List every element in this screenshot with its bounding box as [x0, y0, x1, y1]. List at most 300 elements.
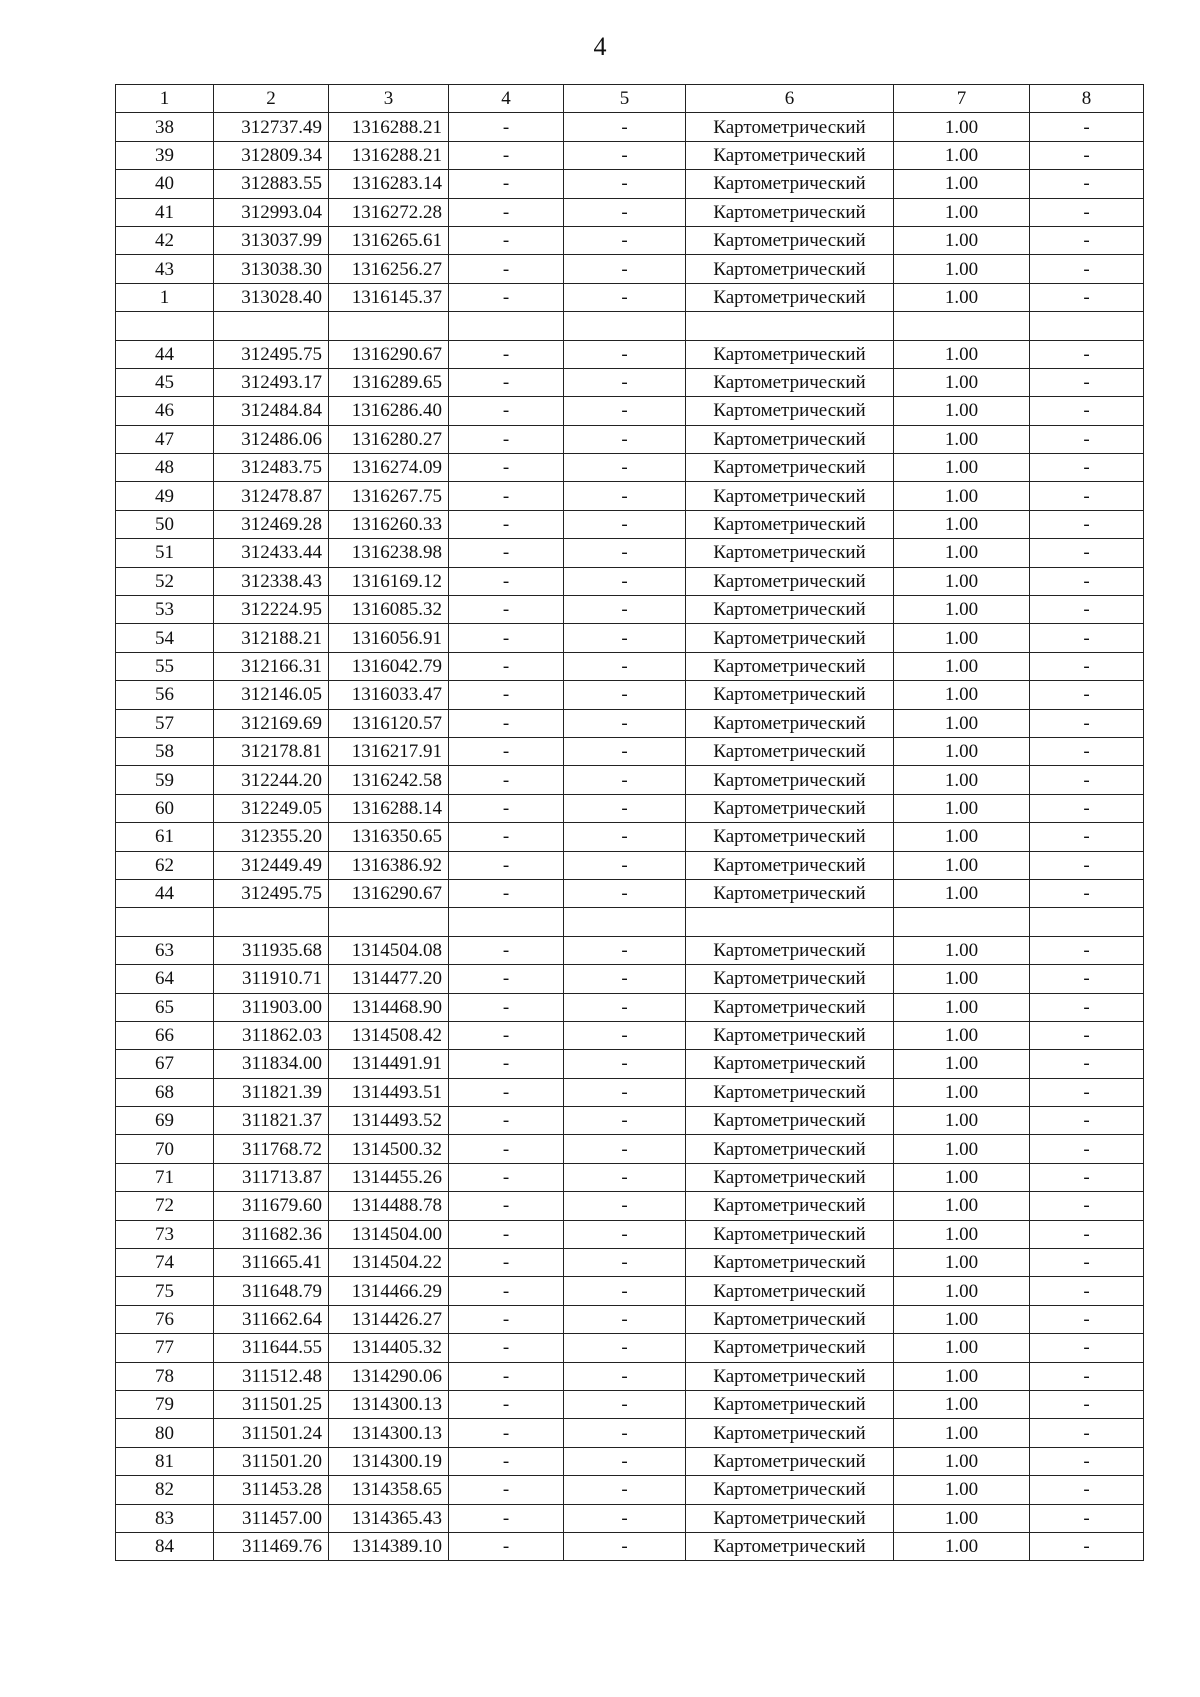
- col4-cell: -: [449, 936, 564, 964]
- y-coordinate-cell: 1316286.40: [329, 397, 449, 425]
- x-coordinate-cell: 312449.49: [214, 851, 329, 879]
- col8-cell: -: [1030, 1021, 1144, 1049]
- col5-cell: -: [564, 1220, 686, 1248]
- accuracy-cell: 1.00: [894, 993, 1030, 1021]
- point-number-cell: 53: [116, 596, 214, 624]
- table-row: [116, 737, 1144, 765]
- table-row: [116, 993, 1144, 1021]
- table-row: [116, 1362, 1144, 1390]
- col5-cell: -: [564, 1532, 686, 1560]
- x-coordinate-cell: 312483.75: [214, 454, 329, 482]
- col4-cell: -: [449, 965, 564, 993]
- accuracy-cell: 1.00: [894, 596, 1030, 624]
- col5-cell: -: [564, 993, 686, 1021]
- accuracy-cell: 1.00: [894, 936, 1030, 964]
- col4-cell: -: [449, 1050, 564, 1078]
- point-number-cell: 82: [116, 1476, 214, 1504]
- col8-cell: -: [1030, 652, 1144, 680]
- method-cell: Картометрический: [686, 1050, 894, 1078]
- col5-cell: -: [564, 1305, 686, 1333]
- col5-cell: -: [564, 1163, 686, 1191]
- x-coordinate-cell: 313038.30: [214, 255, 329, 283]
- col8-cell: -: [1030, 1305, 1144, 1333]
- table-row: [116, 794, 1144, 822]
- col5-cell: -: [564, 368, 686, 396]
- accuracy-cell: 1.00: [894, 1107, 1030, 1135]
- col5-cell: -: [564, 170, 686, 198]
- col8-cell: -: [1030, 1050, 1144, 1078]
- point-number-cell: 43: [116, 255, 214, 283]
- accuracy-cell: 1.00: [894, 255, 1030, 283]
- col5-cell: -: [564, 1334, 686, 1362]
- col5-cell: -: [564, 198, 686, 226]
- y-coordinate-cell: 1316386.92: [329, 851, 449, 879]
- col4-cell: -: [449, 652, 564, 680]
- table-body: [116, 113, 1144, 1561]
- col5-cell: -: [564, 737, 686, 765]
- col8-cell: -: [1030, 851, 1144, 879]
- col5-cell: -: [564, 340, 686, 368]
- accuracy-cell: 1.00: [894, 1277, 1030, 1305]
- col4-cell: -: [449, 1078, 564, 1106]
- col5-cell: -: [564, 1135, 686, 1163]
- accuracy-cell: 1.00: [894, 510, 1030, 538]
- col8-cell: -: [1030, 454, 1144, 482]
- y-coordinate-cell: 1316350.65: [329, 823, 449, 851]
- accuracy-cell: 1.00: [894, 567, 1030, 595]
- accuracy-cell: 1.00: [894, 624, 1030, 652]
- table-row: [116, 1220, 1144, 1248]
- col4-cell: -: [449, 141, 564, 169]
- table-row: [116, 652, 1144, 680]
- col4-cell: -: [449, 539, 564, 567]
- y-coordinate-cell: 1316169.12: [329, 567, 449, 595]
- table-row: [116, 879, 1144, 907]
- col5-cell: -: [564, 1107, 686, 1135]
- accuracy-cell: 1.00: [894, 1220, 1030, 1248]
- y-coordinate-cell: 1316272.28: [329, 198, 449, 226]
- point-number-cell: 41: [116, 198, 214, 226]
- col8-cell: [1030, 312, 1144, 340]
- col5-cell: -: [564, 1390, 686, 1418]
- x-coordinate-cell: 312188.21: [214, 624, 329, 652]
- point-number-cell: 61: [116, 823, 214, 851]
- y-coordinate-cell: 1314455.26: [329, 1163, 449, 1191]
- x-coordinate-cell: 311679.60: [214, 1192, 329, 1220]
- col4-cell: -: [449, 510, 564, 538]
- method-cell: Картометрический: [686, 766, 894, 794]
- table-row: [116, 766, 1144, 794]
- method-cell: Картометрический: [686, 1249, 894, 1277]
- col4-cell: -: [449, 368, 564, 396]
- col8-cell: -: [1030, 681, 1144, 709]
- y-coordinate-cell: [329, 312, 449, 340]
- x-coordinate-cell: 311644.55: [214, 1334, 329, 1362]
- accuracy-cell: 1.00: [894, 198, 1030, 226]
- point-number-cell: 69: [116, 1107, 214, 1135]
- x-coordinate-cell: 311821.39: [214, 1078, 329, 1106]
- method-cell: Картометрический: [686, 936, 894, 964]
- table-row: [116, 425, 1144, 453]
- table-row: [116, 482, 1144, 510]
- y-coordinate-cell: 1314426.27: [329, 1305, 449, 1333]
- x-coordinate-cell: 312993.04: [214, 198, 329, 226]
- y-coordinate-cell: 1314466.29: [329, 1277, 449, 1305]
- col5-cell: -: [564, 596, 686, 624]
- table-row: [116, 1163, 1144, 1191]
- accuracy-cell: 1.00: [894, 737, 1030, 765]
- x-coordinate-cell: 312493.17: [214, 368, 329, 396]
- col4-cell: -: [449, 624, 564, 652]
- method-cell: Картометрический: [686, 794, 894, 822]
- accuracy-cell: 1.00: [894, 1305, 1030, 1333]
- header-cell: 8: [1030, 85, 1144, 113]
- col8-cell: -: [1030, 170, 1144, 198]
- point-number-cell: 51: [116, 539, 214, 567]
- accuracy-cell: 1.00: [894, 1390, 1030, 1418]
- col4-cell: -: [449, 1362, 564, 1390]
- point-number-cell: 47: [116, 425, 214, 453]
- method-cell: Картометрический: [686, 1504, 894, 1532]
- point-number-cell: 55: [116, 652, 214, 680]
- y-coordinate-cell: 1316290.67: [329, 340, 449, 368]
- point-number-cell: 70: [116, 1135, 214, 1163]
- y-coordinate-cell: 1316290.67: [329, 879, 449, 907]
- accuracy-cell: 1.00: [894, 1532, 1030, 1560]
- x-coordinate-cell: 312469.28: [214, 510, 329, 538]
- y-coordinate-cell: 1316256.27: [329, 255, 449, 283]
- x-coordinate-cell: 311512.48: [214, 1362, 329, 1390]
- col5-cell: -: [564, 283, 686, 311]
- x-coordinate-cell: 311935.68: [214, 936, 329, 964]
- accuracy-cell: 1.00: [894, 1163, 1030, 1191]
- y-coordinate-cell: 1316260.33: [329, 510, 449, 538]
- col8-cell: -: [1030, 340, 1144, 368]
- col4-cell: -: [449, 340, 564, 368]
- col8-cell: -: [1030, 737, 1144, 765]
- col5-cell: [564, 908, 686, 936]
- accuracy-cell: 1.00: [894, 368, 1030, 396]
- table-row: [116, 851, 1144, 879]
- point-number-cell: 44: [116, 879, 214, 907]
- point-number-cell: 79: [116, 1390, 214, 1418]
- method-cell: Картометрический: [686, 397, 894, 425]
- x-coordinate-cell: 311910.71: [214, 965, 329, 993]
- y-coordinate-cell: 1316242.58: [329, 766, 449, 794]
- point-number-cell: 59: [116, 766, 214, 794]
- col5-cell: -: [564, 1050, 686, 1078]
- col4-cell: -: [449, 113, 564, 141]
- coordinates-table: [115, 84, 1144, 1561]
- x-coordinate-cell: 312355.20: [214, 823, 329, 851]
- col4-cell: -: [449, 567, 564, 595]
- method-cell: Картометрический: [686, 1220, 894, 1248]
- point-number-cell: 52: [116, 567, 214, 595]
- table-row: [116, 283, 1144, 311]
- col5-cell: -: [564, 1504, 686, 1532]
- col8-cell: -: [1030, 823, 1144, 851]
- table-row: [116, 141, 1144, 169]
- point-number-cell: 60: [116, 794, 214, 822]
- table-row: [116, 1078, 1144, 1106]
- table-row: [116, 539, 1144, 567]
- col4-cell: -: [449, 737, 564, 765]
- accuracy-cell: 1.00: [894, 965, 1030, 993]
- accuracy-cell: 1.00: [894, 340, 1030, 368]
- table-row: [116, 312, 1144, 340]
- y-coordinate-cell: [329, 908, 449, 936]
- accuracy-cell: 1.00: [894, 1447, 1030, 1475]
- method-cell: Картометрический: [686, 879, 894, 907]
- point-number-cell: 81: [116, 1447, 214, 1475]
- table-row: [116, 1504, 1144, 1532]
- y-coordinate-cell: 1314488.78: [329, 1192, 449, 1220]
- y-coordinate-cell: 1314389.10: [329, 1532, 449, 1560]
- col4-cell: -: [449, 1334, 564, 1362]
- y-coordinate-cell: 1314300.13: [329, 1390, 449, 1418]
- accuracy-cell: 1.00: [894, 1362, 1030, 1390]
- col8-cell: -: [1030, 1447, 1144, 1475]
- x-coordinate-cell: 313028.40: [214, 283, 329, 311]
- table-row: [116, 1249, 1144, 1277]
- x-coordinate-cell: 312178.81: [214, 737, 329, 765]
- point-number-cell: [116, 312, 214, 340]
- method-cell: Картометрический: [686, 737, 894, 765]
- col8-cell: -: [1030, 255, 1144, 283]
- col4-cell: [449, 908, 564, 936]
- col8-cell: -: [1030, 1078, 1144, 1106]
- accuracy-cell: 1.00: [894, 1504, 1030, 1532]
- x-coordinate-cell: 312338.43: [214, 567, 329, 595]
- col8-cell: -: [1030, 1163, 1144, 1191]
- table-row: [116, 1135, 1144, 1163]
- y-coordinate-cell: 1316274.09: [329, 454, 449, 482]
- accuracy-cell: 1.00: [894, 482, 1030, 510]
- col8-cell: -: [1030, 1220, 1144, 1248]
- col5-cell: -: [564, 1021, 686, 1049]
- col8-cell: -: [1030, 993, 1144, 1021]
- accuracy-cell: 1.00: [894, 709, 1030, 737]
- col8-cell: -: [1030, 936, 1144, 964]
- y-coordinate-cell: 1314300.19: [329, 1447, 449, 1475]
- accuracy-cell: 1.00: [894, 1050, 1030, 1078]
- col4-cell: -: [449, 596, 564, 624]
- col4-cell: -: [449, 1419, 564, 1447]
- col8-cell: -: [1030, 1504, 1144, 1532]
- point-number-cell: 42: [116, 226, 214, 254]
- y-coordinate-cell: 1316280.27: [329, 425, 449, 453]
- accuracy-cell: 1.00: [894, 1476, 1030, 1504]
- point-number-cell: 71: [116, 1163, 214, 1191]
- method-cell: Картометрический: [686, 1447, 894, 1475]
- x-coordinate-cell: 311768.72: [214, 1135, 329, 1163]
- col5-cell: -: [564, 965, 686, 993]
- col8-cell: -: [1030, 425, 1144, 453]
- point-number-cell: 54: [116, 624, 214, 652]
- header-cell: 5: [564, 85, 686, 113]
- x-coordinate-cell: 311648.79: [214, 1277, 329, 1305]
- x-coordinate-cell: 311501.20: [214, 1447, 329, 1475]
- method-cell: Картометрический: [686, 993, 894, 1021]
- accuracy-cell: 1.00: [894, 425, 1030, 453]
- table-row: [116, 936, 1144, 964]
- col4-cell: -: [449, 1390, 564, 1418]
- table-row: [116, 567, 1144, 595]
- col8-cell: -: [1030, 1362, 1144, 1390]
- method-cell: Картометрический: [686, 965, 894, 993]
- col8-cell: -: [1030, 1419, 1144, 1447]
- method-cell: Картометрический: [686, 510, 894, 538]
- col8-cell: -: [1030, 766, 1144, 794]
- col8-cell: -: [1030, 794, 1144, 822]
- table-row: [116, 823, 1144, 851]
- col8-cell: -: [1030, 879, 1144, 907]
- accuracy-cell: 1.00: [894, 1135, 1030, 1163]
- table-row: [116, 170, 1144, 198]
- col8-cell: -: [1030, 226, 1144, 254]
- method-cell: Картометрический: [686, 113, 894, 141]
- accuracy-cell: 1.00: [894, 1192, 1030, 1220]
- y-coordinate-cell: 1314504.22: [329, 1249, 449, 1277]
- x-coordinate-cell: 312883.55: [214, 170, 329, 198]
- y-coordinate-cell: 1314468.90: [329, 993, 449, 1021]
- y-coordinate-cell: 1316145.37: [329, 283, 449, 311]
- point-number-cell: 65: [116, 993, 214, 1021]
- table-row: [116, 255, 1144, 283]
- y-coordinate-cell: 1316267.75: [329, 482, 449, 510]
- method-cell: Картометрический: [686, 567, 894, 595]
- y-coordinate-cell: 1314405.32: [329, 1334, 449, 1362]
- col4-cell: -: [449, 1163, 564, 1191]
- method-cell: Картометрический: [686, 141, 894, 169]
- col8-cell: -: [1030, 482, 1144, 510]
- accuracy-cell: 1.00: [894, 681, 1030, 709]
- x-coordinate-cell: 312244.20: [214, 766, 329, 794]
- col5-cell: -: [564, 794, 686, 822]
- table-row: [116, 198, 1144, 226]
- method-cell: Картометрический: [686, 1277, 894, 1305]
- method-cell: Картометрический: [686, 255, 894, 283]
- method-cell: Картометрический: [686, 624, 894, 652]
- col5-cell: -: [564, 141, 686, 169]
- col5-cell: -: [564, 823, 686, 851]
- x-coordinate-cell: 311501.24: [214, 1419, 329, 1447]
- y-coordinate-cell: 1314290.06: [329, 1362, 449, 1390]
- accuracy-cell: 1.00: [894, 794, 1030, 822]
- x-coordinate-cell: 312249.05: [214, 794, 329, 822]
- method-cell: Картометрический: [686, 425, 894, 453]
- x-coordinate-cell: 312169.69: [214, 709, 329, 737]
- col8-cell: -: [1030, 397, 1144, 425]
- col5-cell: -: [564, 1419, 686, 1447]
- method-cell: Картометрический: [686, 1334, 894, 1362]
- y-coordinate-cell: 1314493.52: [329, 1107, 449, 1135]
- col5-cell: -: [564, 766, 686, 794]
- y-coordinate-cell: 1316288.14: [329, 794, 449, 822]
- col5-cell: -: [564, 1362, 686, 1390]
- y-coordinate-cell: 1316033.47: [329, 681, 449, 709]
- col5-cell: -: [564, 1078, 686, 1106]
- point-number-cell: 83: [116, 1504, 214, 1532]
- point-number-cell: 49: [116, 482, 214, 510]
- x-coordinate-cell: 312495.75: [214, 340, 329, 368]
- col4-cell: -: [449, 255, 564, 283]
- col8-cell: -: [1030, 539, 1144, 567]
- point-number-cell: 76: [116, 1305, 214, 1333]
- table-row: [116, 113, 1144, 141]
- point-number-cell: 68: [116, 1078, 214, 1106]
- col4-cell: -: [449, 1277, 564, 1305]
- table-row: [116, 368, 1144, 396]
- point-number-cell: 75: [116, 1277, 214, 1305]
- method-cell: Картометрический: [686, 1135, 894, 1163]
- method-cell: [686, 908, 894, 936]
- accuracy-cell: 1.00: [894, 1334, 1030, 1362]
- x-coordinate-cell: 312166.31: [214, 652, 329, 680]
- header-cell: 6: [686, 85, 894, 113]
- point-number-cell: 44: [116, 340, 214, 368]
- col8-cell: -: [1030, 1277, 1144, 1305]
- point-number-cell: 58: [116, 737, 214, 765]
- col5-cell: -: [564, 510, 686, 538]
- col8-cell: -: [1030, 1476, 1144, 1504]
- y-coordinate-cell: 1314491.91: [329, 1050, 449, 1078]
- accuracy-cell: 1.00: [894, 141, 1030, 169]
- x-coordinate-cell: [214, 312, 329, 340]
- col4-cell: -: [449, 226, 564, 254]
- col8-cell: -: [1030, 1390, 1144, 1418]
- x-coordinate-cell: 313037.99: [214, 226, 329, 254]
- col4-cell: -: [449, 1249, 564, 1277]
- method-cell: Картометрический: [686, 823, 894, 851]
- col5-cell: -: [564, 1447, 686, 1475]
- y-coordinate-cell: 1314508.42: [329, 1021, 449, 1049]
- y-coordinate-cell: 1314300.13: [329, 1419, 449, 1447]
- point-number-cell: 1: [116, 283, 214, 311]
- col8-cell: [1030, 908, 1144, 936]
- x-coordinate-cell: 311682.36: [214, 1220, 329, 1248]
- col5-cell: -: [564, 936, 686, 964]
- col5-cell: -: [564, 113, 686, 141]
- table-row: [116, 1021, 1144, 1049]
- table-row: [116, 510, 1144, 538]
- col8-cell: -: [1030, 141, 1144, 169]
- col4-cell: -: [449, 823, 564, 851]
- point-number-cell: 50: [116, 510, 214, 538]
- accuracy-cell: 1.00: [894, 879, 1030, 907]
- method-cell: Картометрический: [686, 340, 894, 368]
- col5-cell: -: [564, 454, 686, 482]
- point-number-cell: 74: [116, 1249, 214, 1277]
- accuracy-cell: 1.00: [894, 170, 1030, 198]
- col8-cell: -: [1030, 567, 1144, 595]
- table-row: [116, 454, 1144, 482]
- x-coordinate-cell: 312478.87: [214, 482, 329, 510]
- x-coordinate-cell: 311469.76: [214, 1532, 329, 1560]
- col4-cell: -: [449, 198, 564, 226]
- col8-cell: -: [1030, 1532, 1144, 1560]
- table-row: [116, 965, 1144, 993]
- point-number-cell: 46: [116, 397, 214, 425]
- col4-cell: [449, 312, 564, 340]
- accuracy-cell: 1.00: [894, 539, 1030, 567]
- y-coordinate-cell: 1316288.21: [329, 113, 449, 141]
- col4-cell: -: [449, 993, 564, 1021]
- col4-cell: -: [449, 794, 564, 822]
- method-cell: Картометрический: [686, 1192, 894, 1220]
- col5-cell: -: [564, 539, 686, 567]
- table-row: [116, 681, 1144, 709]
